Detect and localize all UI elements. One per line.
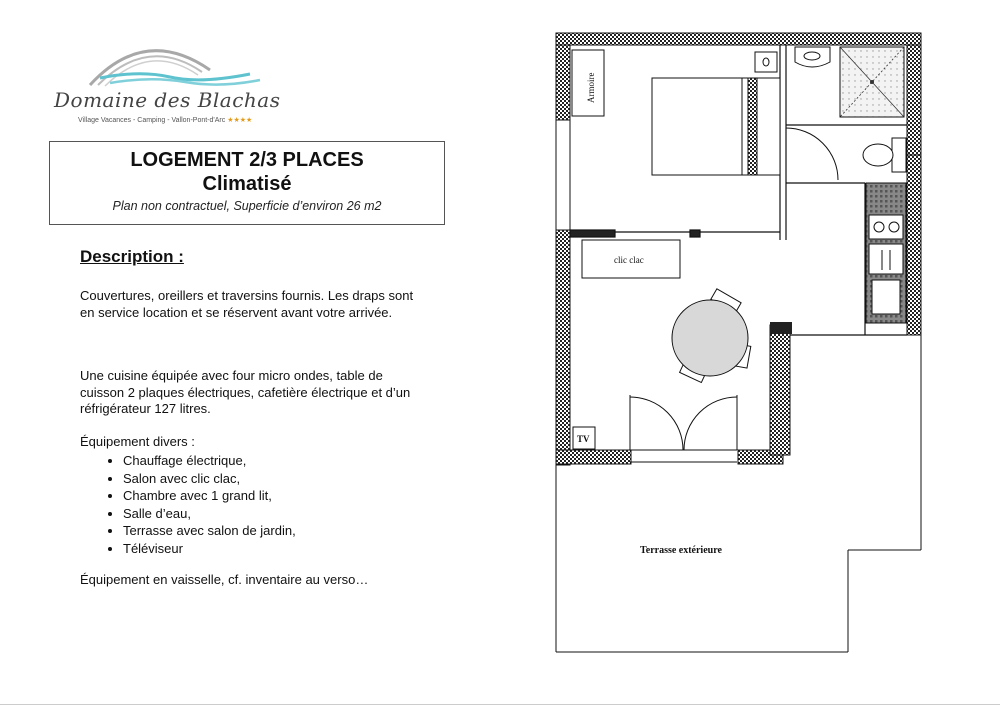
terrace-doors — [630, 395, 737, 462]
description-paragraph-dishes: Équipement en vaisselle, cf. inventaire au verso… — [80, 572, 369, 587]
logo-stars: ★★★★ — [227, 117, 253, 124]
kitchen-counter — [866, 183, 906, 323]
logo-tagline-text: Village Vacances - Camping - Vallon-Pont-d'Arc — [78, 117, 226, 124]
tv-label: TV — [577, 434, 590, 444]
terrace — [556, 335, 921, 652]
page-divider — [0, 704, 1000, 705]
description-paragraph-bedding: Couvertures, oreillers et traversins fournis. Les draps sont en service location et se réservent avant votre arrivée. — [80, 288, 414, 320]
bed — [652, 78, 780, 175]
page-subtitle: Plan non contractuel, Superficie d’environ 26 m2 — [112, 199, 382, 213]
list-item: • Terrasse avec salon de jardin, — [123, 522, 296, 540]
description-heading: Description : — [80, 247, 184, 266]
list-item: • Salle d’eau, — [123, 505, 296, 523]
page-title-climatise: Climatisé — [202, 173, 292, 195]
shower — [840, 47, 904, 117]
list-item: • Salon avec clic clac, — [123, 470, 296, 488]
bathroom-door — [786, 128, 838, 180]
logo-brand-text: Domaine des Blachas — [54, 88, 281, 112]
clic-clac-label: clic clac — [614, 255, 644, 265]
list-item: • Téléviseur — [123, 540, 296, 558]
list-item: • Chauffage électrique, — [123, 452, 296, 470]
toilet — [863, 138, 906, 172]
page-title: LOGEMENT 2/3 PLACES — [130, 149, 364, 171]
sink — [795, 47, 830, 67]
dining-table — [672, 289, 751, 383]
description-equipment-heading: Équipement divers : — [80, 434, 195, 449]
terrace-label: Terrasse extérieure — [640, 545, 722, 556]
list-item: • Chambre avec 1 grand lit, — [123, 487, 296, 505]
nightstand — [755, 52, 777, 72]
armoire-label: Armoire — [586, 72, 596, 103]
description-paragraph-kitchen: Une cuisine équipée avec four micro ondes, table de cuisson 2 plaques électriques, cafetière électrique et d’un réfrigérateur 127 litres. — [80, 368, 411, 416]
